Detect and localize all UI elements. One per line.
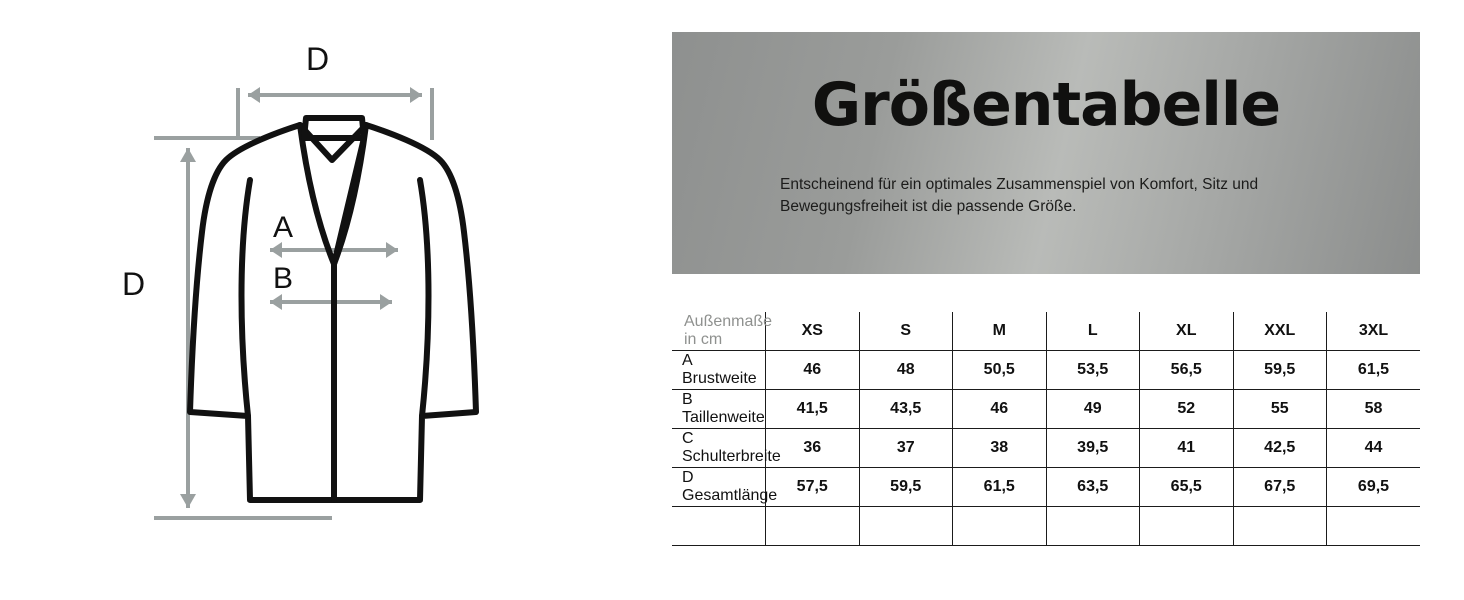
cell-c-l: 39,5 — [1046, 429, 1140, 468]
spacer-cell — [672, 507, 766, 546]
column-header-l: L — [1046, 312, 1140, 351]
cell-d-s: 59,5 — [859, 468, 953, 507]
row-name-b: Taillenweite — [682, 409, 765, 426]
column-header-3xl: 3XL — [1327, 312, 1421, 351]
size-table — [672, 312, 1420, 546]
table-corner-label: Außenmaße in cm — [672, 312, 766, 351]
cell-b-3xl: 58 — [1327, 390, 1421, 429]
cell-c-m: 38 — [953, 429, 1047, 468]
table-row-partial — [672, 507, 1420, 546]
row-label-a — [672, 351, 766, 390]
cell-d-3xl: 69,5 — [1327, 468, 1421, 507]
spacer-cell — [766, 507, 860, 546]
table-row — [672, 351, 1420, 390]
spacer-cell — [1327, 507, 1421, 546]
header-banner — [672, 32, 1420, 274]
table-row — [672, 468, 1420, 507]
column-header-m: M — [953, 312, 1047, 351]
label-chest: A — [273, 211, 294, 244]
coat-line-drawing — [110, 20, 540, 550]
cell-c-s: 37 — [859, 429, 953, 468]
size-table-wrapper — [672, 312, 1420, 546]
cell-d-xs: 57,5 — [766, 468, 860, 507]
column-header-xl: XL — [1140, 312, 1234, 351]
spacer-cell — [1046, 507, 1140, 546]
spacer-cell — [1140, 507, 1234, 546]
page-title: Größentabelle — [811, 70, 1281, 140]
cell-a-xxl: 59,5 — [1233, 351, 1327, 390]
column-header-xs: XS — [766, 312, 860, 351]
row-label-d — [672, 468, 778, 507]
row-label-b — [672, 390, 766, 429]
cell-c-xs: 36 — [766, 429, 860, 468]
cell-c-xxl: 42,5 — [1233, 429, 1327, 468]
cell-d-xxl: 67,5 — [1233, 468, 1327, 507]
table-row — [672, 429, 1420, 468]
label-top-width: D — [306, 41, 330, 77]
row-key-c: C — [682, 430, 694, 447]
cell-b-m: 46 — [953, 390, 1047, 429]
cell-d-xl: 65,5 — [1140, 468, 1234, 507]
cell-b-l: 49 — [1046, 390, 1140, 429]
cell-a-xl: 56,5 — [1140, 351, 1234, 390]
table-header-row — [672, 312, 1420, 351]
column-header-s: S — [859, 312, 953, 351]
cell-d-l: 63,5 — [1046, 468, 1140, 507]
row-name-c: Schulterbreite — [682, 448, 781, 465]
cell-c-3xl: 44 — [1327, 429, 1421, 468]
top-width-dimension — [238, 87, 432, 140]
cell-a-m: 50,5 — [953, 351, 1047, 390]
size-chart-panel — [672, 0, 1432, 600]
cell-a-xs: 46 — [766, 351, 860, 390]
cell-a-l: 53,5 — [1046, 351, 1140, 390]
cell-d-m: 61,5 — [953, 468, 1047, 507]
row-label-c — [672, 429, 781, 468]
column-header-xxl: XXL — [1233, 312, 1327, 351]
label-left-height: D — [122, 266, 146, 302]
illustration-panel — [0, 0, 660, 600]
row-key-b: B — [682, 391, 693, 408]
row-name-d: Gesamtlänge — [682, 487, 778, 504]
row-key-a: A — [682, 352, 693, 369]
cell-b-xl: 52 — [1140, 390, 1234, 429]
cell-a-3xl: 61,5 — [1327, 351, 1421, 390]
cell-c-xl: 41 — [1140, 429, 1234, 468]
coat-outline — [190, 118, 476, 500]
cell-b-s: 43,5 — [859, 390, 953, 429]
cell-b-xxl: 55 — [1233, 390, 1327, 429]
spacer-cell — [953, 507, 1047, 546]
cell-b-xs: 41,5 — [766, 390, 860, 429]
label-waist: B — [273, 262, 294, 295]
row-name-a: Brustweite — [682, 370, 757, 387]
row-key-d: D — [682, 469, 694, 486]
cell-a-s: 48 — [859, 351, 953, 390]
table-row — [672, 390, 1420, 429]
spacer-cell — [859, 507, 953, 546]
header-subtitle: Entscheinend für ein optimales Zusammenspiel von Komfort, Sitz und Bewegungsfreiheit ist die passende Größe. — [780, 176, 1259, 216]
spacer-cell — [1233, 507, 1327, 546]
